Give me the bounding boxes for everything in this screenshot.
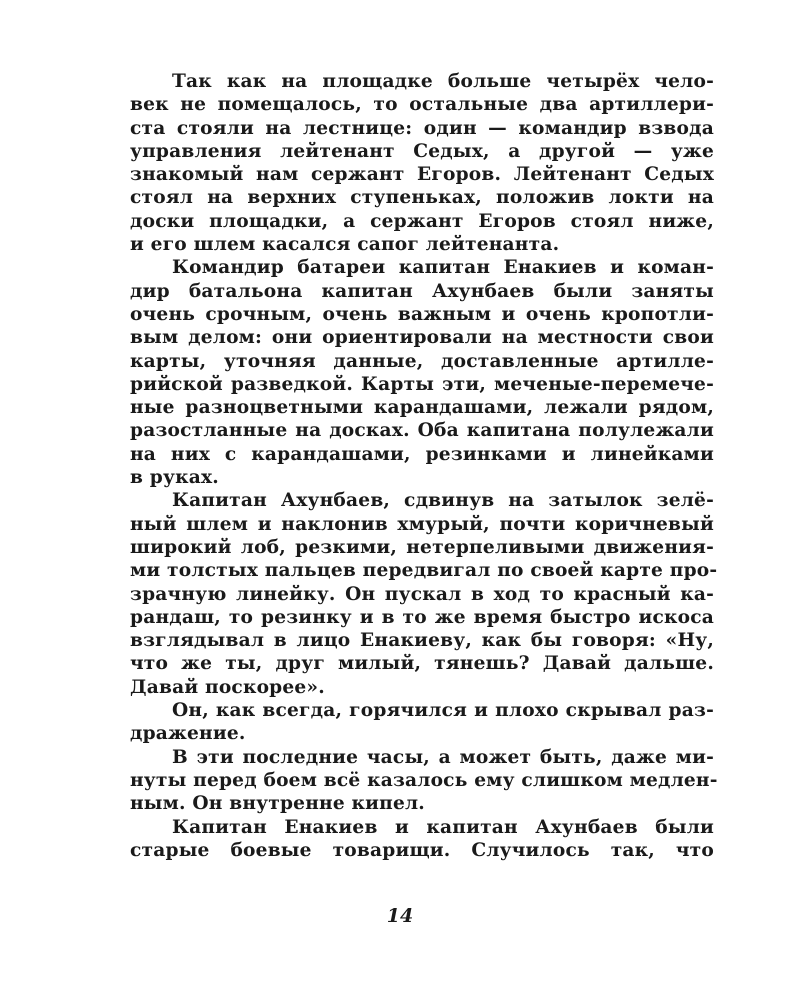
text-line: широкий лоб, резкими, нетерпеливыми движения- xyxy=(130,536,714,558)
paragraph xyxy=(130,489,718,699)
text-line: доски площадки, а сержант Егоров стоял ниже, xyxy=(130,210,714,232)
text-line: зрачную линейку. Он пускал в ход то красный ка- xyxy=(130,583,714,605)
text-line: ста стояли на лестнице: один — командир взвода xyxy=(130,117,714,139)
text-line: карты, уточняя данные, доставленные артилле- xyxy=(130,350,714,372)
text-line: вым делом: они ориентировали на местности свои xyxy=(130,327,714,349)
text-line: в руках. xyxy=(130,467,219,489)
page-number: 14 xyxy=(386,905,414,927)
paragraph xyxy=(130,70,714,256)
text-line: на них с карандашами, резинками и линейками xyxy=(130,443,714,465)
text-line: Капитан Ахунбаев, сдвинув на затылок зелё- xyxy=(172,490,714,512)
text-line: Капитан Енакиев и капитан Ахунбаев были xyxy=(172,816,714,838)
text-line: нуты перед боем всё казалось ему слишком медлен- xyxy=(130,769,718,791)
text-line: что же ты, друг милый, тянешь? Давай дальше. xyxy=(130,653,714,675)
text-line: рийской разведкой. Карты эти, меченые-перемече- xyxy=(130,373,714,395)
paragraph xyxy=(130,816,714,863)
text-line: знакомый нам сержант Егоров. Лейтенант Седых xyxy=(130,164,714,186)
text-line: Он, как всегда, горячился и плохо скрывал раз- xyxy=(172,700,714,722)
paragraph xyxy=(130,256,714,489)
text-line: ми толстых пальцев передвигал по своей карте про- xyxy=(130,560,718,582)
text-line: ным. Он внутренне кипел. xyxy=(130,793,425,815)
paragraph xyxy=(130,699,714,746)
text-line: разостланные на досках. Оба капитана полулежали xyxy=(130,420,714,442)
text-line: управления лейтенант Седых, а другой — уже xyxy=(130,140,714,162)
text-line: и его шлем касался сапог лейтенанта. xyxy=(130,234,560,256)
text-line: век не помещалось, то остальные два артиллери- xyxy=(130,94,714,116)
text-line: Так как на площадке больше четырёх чело- xyxy=(172,71,714,92)
text-line: рандаш, то резинку и в то же время быстро искоса xyxy=(130,606,714,628)
text-line: старые боевые товарищи. Случилось так, что xyxy=(130,839,714,861)
body-text xyxy=(130,70,718,862)
text-line: стоял на верхних ступеньках, положив локти на xyxy=(130,187,714,209)
text-line: ные разноцветными карандашами, лежали рядом, xyxy=(130,397,714,419)
text-line: дир батальона капитан Ахунбаев были заняты xyxy=(130,280,714,302)
text-line: очень срочным, очень важным и очень кропотли- xyxy=(130,303,714,325)
text-line: Командир батареи капитан Енакиев и коман- xyxy=(172,257,714,279)
paragraph xyxy=(130,746,718,816)
text-line: ный шлем и наклонив хмурый, почти коричневый xyxy=(130,513,714,535)
text-line: Давай поскорее». xyxy=(130,676,325,698)
text-line: взглядывал в лицо Енакиеву, как бы говоря: «Ну, xyxy=(130,630,714,652)
text-line: В эти последние часы, а может быть, даже ми- xyxy=(172,746,714,768)
text-line: дражение. xyxy=(130,723,246,745)
